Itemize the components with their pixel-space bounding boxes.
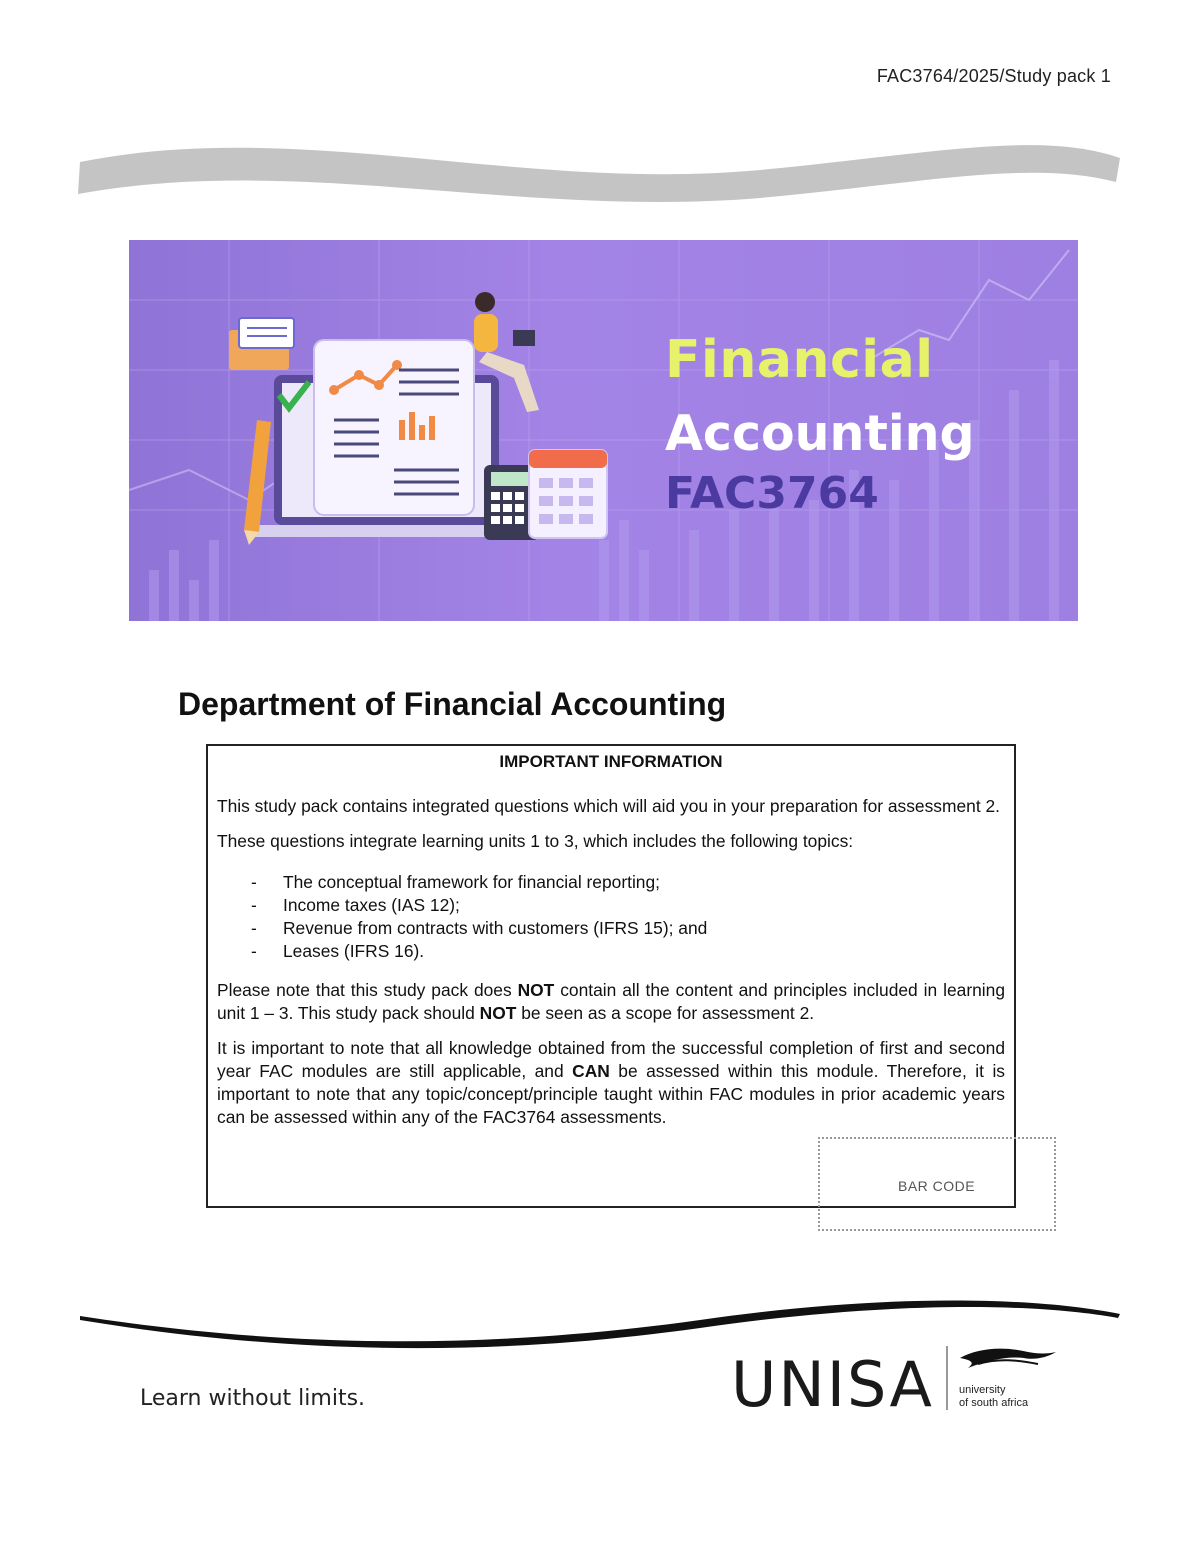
document-reference: FAC3764/2025/Study pack 1	[876, 66, 1111, 86]
info-paragraph-3	[217, 979, 1005, 1025]
info-heading: IMPORTANT INFORMATION	[499, 752, 723, 771]
emphasis-can: CAN	[572, 1061, 610, 1081]
course-banner	[129, 240, 1078, 621]
list-item: - Revenue from contracts with customers (IFRS 15); and	[251, 918, 708, 938]
banner-course-code: FAC3764	[665, 468, 879, 519]
slogan: Learn without limits.	[140, 1386, 366, 1411]
text-run: be assessed within this module. Therefore, it is important to note that any topic/concept/principle taught within FAC modules in prior academic years can be assessed within any of the FAC3764 assessments.	[217, 1061, 1006, 1127]
topics-list	[217, 871, 1005, 963]
topic-text: The conceptual framework for financial reporting;	[283, 872, 660, 892]
text-run: Please note that this study pack does	[217, 980, 518, 1000]
list-item: - Leases (IFRS 16).	[251, 941, 425, 961]
topic-text: Revenue from contracts with customers (IFRS 15); and	[283, 918, 708, 938]
unisa-subtitle-line2: of south africa	[959, 1397, 1029, 1409]
unisa-logo-text: UNISA	[731, 1348, 934, 1421]
text-run: It is important to note that all knowledge obtained from the successful completion of first and second year FAC modules are still applicable, and	[217, 1038, 1005, 1081]
topic-text: Income taxes (IAS 12);	[283, 895, 460, 915]
barcode-label: BAR CODE	[898, 1178, 976, 1194]
topic-text: Leases (IFRS 16).	[283, 941, 425, 961]
emphasis-not: NOT	[479, 1003, 517, 1023]
top-wave-decoration	[0, 120, 1200, 210]
banner-title-line1: Financial	[665, 330, 934, 390]
list-item: - Income taxes (IAS 12);	[251, 895, 460, 915]
text-run: contain all the content and principles included in learning unit 1 – 3. This study pack should	[217, 980, 1005, 1023]
info-paragraph-2: These questions integrate learning units 1 to 3, which includes the following topics:	[217, 831, 854, 851]
text-run: be seen as a scope for assessment 2.	[516, 1003, 815, 1023]
unisa-subtitle	[959, 1384, 1028, 1410]
info-paragraph-4	[217, 1037, 1005, 1129]
logo-divider	[946, 1346, 948, 1410]
unisa-bird-icon	[958, 1344, 1058, 1374]
banner-title-line2: Accounting	[665, 405, 975, 462]
emphasis-not: NOT	[517, 980, 555, 1000]
unisa-subtitle-line1: university	[959, 1384, 1006, 1396]
info-paragraph-1: This study pack contains integrated questions which will aid you in your preparation for assessment 2.	[217, 796, 1000, 816]
list-item: - The conceptual framework for financial reporting;	[251, 872, 660, 892]
department-title: Department of Financial Accounting	[178, 686, 727, 722]
